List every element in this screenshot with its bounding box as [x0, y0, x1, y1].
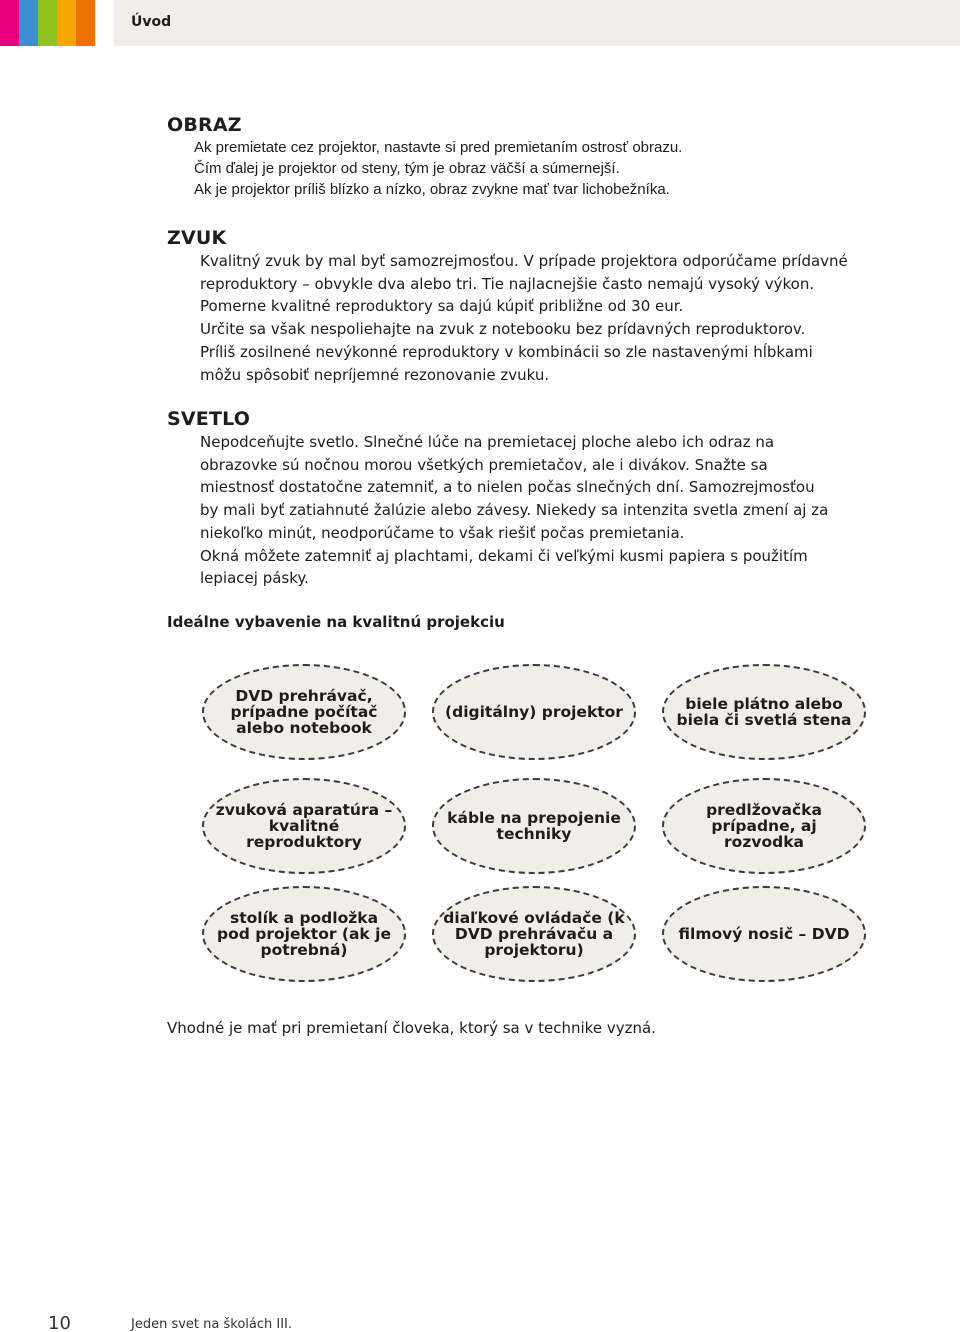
text-line: Pomerne kvalitné reproduktory sa dajú kúpiť približne od 30 eur.	[200, 297, 684, 316]
section-heading-svetlo: SVETLO	[167, 408, 251, 430]
equipment-label: káble na prepojenie techniky	[447, 809, 621, 843]
color-stripe	[95, 0, 114, 46]
text-line: niekoľko minút, neodporúčame to však riešiť počas premietania.	[200, 523, 685, 542]
equipment-label: biele plátno alebo biela či svetlá stena	[676, 695, 852, 729]
color-stripe	[57, 0, 76, 46]
color-stripes	[0, 0, 114, 46]
page-header	[0, 0, 960, 46]
equipment-bubble	[662, 778, 866, 874]
text-line: Nepodceňujte svetlo. Slnečné lúče na premietacej ploche alebo ich odraz na	[200, 433, 775, 451]
equipment-bubble	[432, 886, 636, 982]
page-number: 10	[48, 1313, 71, 1332]
closing-note: Vhodné je mať pri premietaní človeka, ktorý sa v technike vyzná.	[167, 1019, 656, 1037]
color-stripe	[0, 0, 19, 46]
equipment-label: (digitálny) projektor	[445, 703, 623, 721]
color-stripe	[76, 0, 95, 46]
header-title: Úvod	[131, 14, 172, 30]
text-line: Určite sa však nespoliehajte na zvuk z notebooku bez prídavných reproduktorov.	[200, 320, 806, 339]
equipment-bubble	[202, 886, 406, 982]
text-line: Príliš zosilnené nevýkonné reproduktory v kombinácii so zle nastavenými hĺbkami	[200, 342, 813, 361]
text-line: lepiacej pásky.	[200, 569, 309, 588]
text-line: Kvalitný zvuk by mal byť samozrejmosťou. V prípade projektora odporúčame prídavné	[200, 252, 848, 270]
text-line: môžu spôsobiť nepríjemné rezonovanie zvuku.	[200, 365, 550, 384]
section-body-svetlo	[200, 431, 890, 590]
section-body-obraz	[194, 137, 884, 200]
text-line: reproduktory – obvykle dva alebo tri. Tie najlacnejšie často nemajú vysoký výkon.	[200, 274, 815, 293]
text-line: Ak premietate cez projektor, nastavte si pred premietaním ostrosť obrazu.	[194, 139, 683, 156]
equipment-bubble	[432, 664, 636, 760]
color-stripe	[19, 0, 38, 46]
section-heading-zvuk: ZVUK	[167, 227, 227, 249]
text-line: Okná môžete zatemniť aj plachtami, dekami či veľkými kusmi papiera s použitím	[200, 546, 808, 565]
equipment-bubble	[662, 664, 866, 760]
equipment-bubble	[202, 664, 406, 760]
equipment-bubble	[662, 886, 866, 982]
color-stripe	[38, 0, 57, 46]
equipment-title: Ideálne vybavenie na kvalitnú projekciu	[167, 613, 505, 631]
equipment-label: stolík a podložka pod projektor (ak je potrebná)	[217, 909, 391, 959]
text-line: obrazovke sú nočnou morou všetkých premietačov, ale i divákov. Snažte sa	[200, 455, 768, 474]
equipment-bubble	[202, 778, 406, 874]
equipment-label: DVD prehrávač, prípadne počítač alebo notebook	[230, 687, 378, 737]
equipment-bubble	[432, 778, 636, 874]
equipment-label: filmový nosič – DVD	[678, 925, 850, 943]
section-body-zvuk	[200, 250, 890, 386]
text-line: by mali byť zatiahnuté žalúzie alebo závesy. Niekedy sa intenzita svetla zmení aj za	[200, 501, 829, 520]
equipment-label: diaľkové ovládače (k DVD prehrávaču a projektoru)	[443, 909, 625, 959]
equipment-label: zvuková aparatúra – kvalitné reproduktory	[215, 801, 393, 851]
text-line: Čím ďalej je projektor od steny, tým je obraz väčší a súmernejší.	[194, 160, 620, 177]
text-line: Ak je projektor príliš blízko a nízko, obraz zvykne mať tvar lichobežníka.	[194, 181, 670, 198]
footer-title: Jeden svet na školách III.	[131, 1317, 293, 1332]
equipment-label: predlžovačka prípadne, aj rozvodka	[706, 801, 822, 851]
text-line: miestnosť dostatočne zatemniť, a to nielen počas slnečných dní. Samozrejmosťou	[200, 478, 815, 497]
section-heading-obraz: OBRAZ	[167, 114, 242, 136]
